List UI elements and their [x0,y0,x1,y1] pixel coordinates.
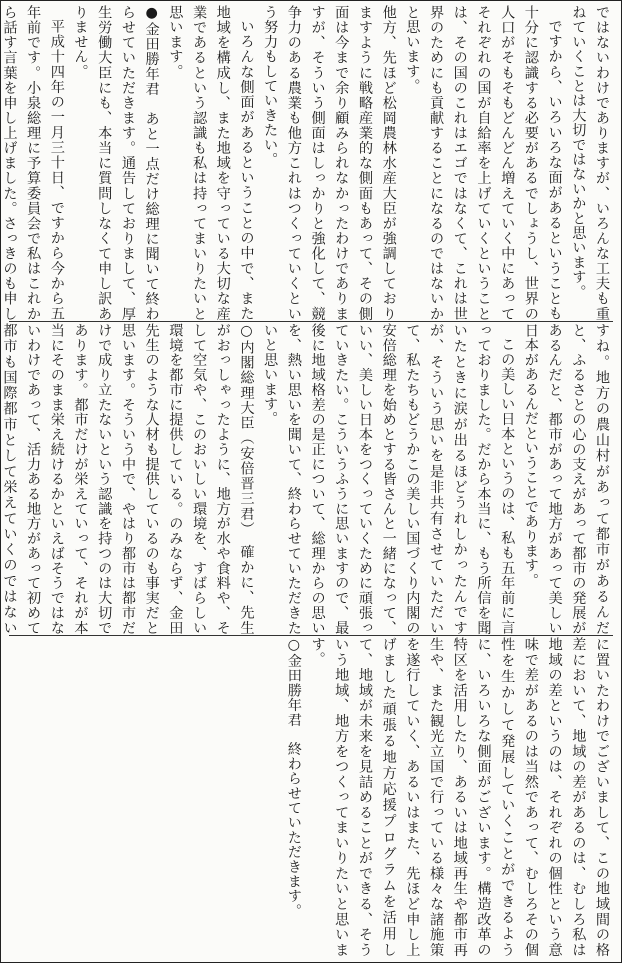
band-text [0,5,613,321]
speaker-paragraph: ○内閣総理大臣（安倍晋三君） 確かに、先生がおっしゃったように、地方が水や食料や、そして空気や、このおいしい環境を、すばらしい環境を都市に提供している。のみならず、金田先生のような人材も提供しているのも事実だと思います。そういう中で、やはり都市は都市だけで成り立たないという認識を持つのは大切であります。都市だけが栄えていって、それが本当にそのまま栄え続けるかといえばそうではないわけであって、活力ある地方があって初めて都市も国際都市として栄えていくのではない [1,323,255,635]
paragraph: いろんな側面があるということの中で、また地域を構成し、また地域を守っている大切な産業であるという認識も私は持ってまいりたいと思います。 [167,5,255,321]
paragraph: ではないわけでありますが、いろんな工夫も重ねていくことは大切ではないかと思います。 [570,5,610,321]
band-text [281,637,613,957]
paragraph: に置いたわけでございまして、この地域間の格差において、地域の差があるのは、むしろ私は地域の差というのは、それぞれの個性という意味で差があるのは当然であって、むしろその個性を生かして発展していくことができるように、いろいろな側面がございます。構造改革の特区を活用したり、あるいは地域再生や都市再生や、また観光立国で行っている様々な諸施策を遂行していく、あるいはまた、先ほど申し上げました頑張る地方応援プログラムを活用して、地域が未来を見詰めることができる、そういう地域、地方をつくってまいりたいと思います。 [309,637,610,957]
paragraph: ですから、いろいろな面があるということも十分に認識する必要があるでしょうし、世界の人口がそもそもどんどん増えていく中にあってそれぞれの国が自給率を上げていくということは、その国のこれはエゴではなくて、これは世界のためにも貢献することになるのではないかと思います。 [404,5,563,321]
speaker-paragraph: ○金田勝年君 終わらせていただきます。 [285,637,302,919]
text-band-bottom [9,637,613,957]
text-band-middle [1,323,613,636]
paragraph: 他方、先ほど松岡農林水産大臣が強調しておりますように戦略産業的な側面もあって、その側面は今まで余り顧みられなかったわけでありますが、そういう側面はしっかりと強化して、競争力のある農業も他方これはつくっていくという努力もしていきたい。 [262,5,397,321]
paragraph: 平成十四年の一月三十日、ですから今から五年前です。小泉総理に予算委員会で私はこれから話す言葉を申し上げました。さっきのも申し [1,5,65,321]
paragraph: この美しい日本というのは、私も五年前に言っておりました。だから本当に、もう所信を聞いたときに涙が出るほどうれしかったんですが、そういう思いを是非共有させていただいて、私たちもどうかこの美しい国づくり内閣の安倍総理を始めとする皆さんと一緒になって、いい、美しい日本をつくっていくために頑張っていきたい。こういうふうに思いますので、最後に地域格差の是正について、総理からの思いを、熱い思いを聞いて、終わらせていただきたいと思います。 [262,323,516,635]
band-text [0,323,613,635]
paragraph: すね。地方の農山村があって都市があるんだと、ふるさとの心の支えがあって都市の発展があるんだと、都市があって地方があって美しい日本があるんだということであります。 [522,323,610,635]
text-band-top [1,5,613,322]
speaker-paragraph: ●金田勝年君 あと一点だけ総理に聞いて終わらせていただきます。通告しておりまして、厚生労働大臣にも、本当に質問しなくて申し訳ありません。 [72,5,160,321]
